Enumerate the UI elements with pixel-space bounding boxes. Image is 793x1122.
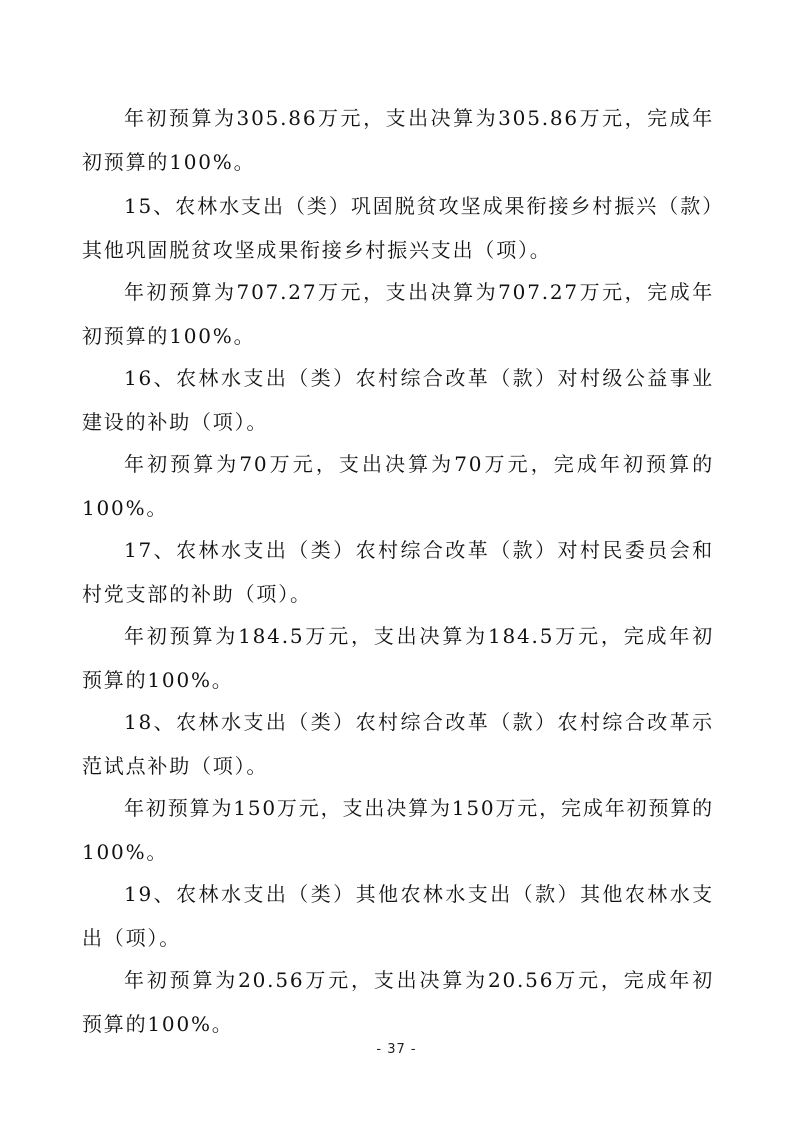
paragraph-item-19: 19、农林水支出（类）其他农林水支出（款）其他农林水支出（项）。 [82,882,714,950]
paragraph-item-17: 17、农林水支出（类）农村综合改革（款）对村民委员会和村党支部的补助（项）。 [82,538,714,606]
paragraph-budget-15: 年初预算为707.27万元，支出决算为707.27万元，完成年初预算的100%。 [82,280,714,348]
paragraph-item-18: 18、农林水支出（类）农村综合改革（款）农村综合改革示范试点补助（项）。 [82,710,714,778]
paragraph-item-15: 15、农林水支出（类）巩固脱贫攻坚成果衔接乡村振兴（款）其他巩固脱贫攻坚成果衔接乡村振兴支出（项）。 [82,194,714,262]
paragraph-budget-17: 年初预算为184.5万元，支出决算为184.5万元，完成年初预算的100%。 [82,624,714,692]
paragraph-budget-18: 年初预算为150万元，支出决算为150万元，完成年初预算的100%。 [82,796,714,864]
paragraph-budget-14: 年初预算为305.86万元，支出决算为305.86万元，完成年初预算的100%。 [82,106,714,174]
page-number: - 37 - [376,1042,417,1057]
paragraph-budget-16: 年初预算为70万元，支出决算为70万元，完成年初预算的100%。 [82,452,714,520]
paragraph-budget-19: 年初预算为20.56万元，支出决算为20.56万元，完成年初预算的100%。 [82,968,714,1036]
paragraph-item-16: 16、农林水支出（类）农村综合改革（款）对村级公益事业建设的补助（项）。 [82,366,714,434]
